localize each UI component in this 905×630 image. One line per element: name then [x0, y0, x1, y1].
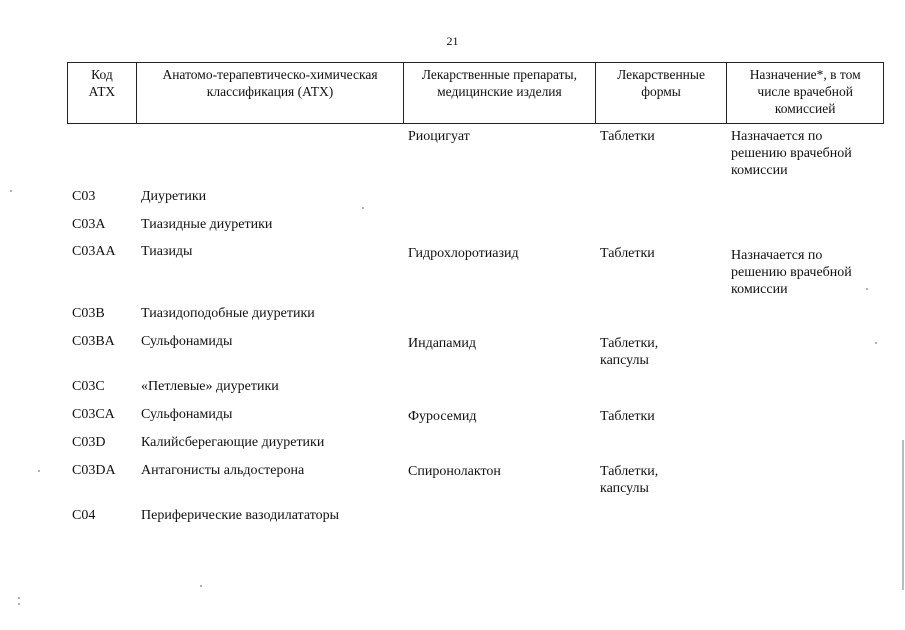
header-drugs [404, 63, 596, 123]
atc-name: Калийсберегающие диуретики [141, 435, 325, 450]
atc-name: Тиазидные диуретики [141, 217, 273, 232]
table-header [67, 62, 884, 124]
scan-edge-line [902, 440, 904, 590]
dosage-form-line: капсулы [600, 481, 649, 496]
purpose-note [731, 128, 852, 179]
scan-speck [18, 597, 20, 599]
scan-speck [18, 603, 20, 605]
purpose-note-line: решению врачебной [731, 146, 852, 161]
scan-speck [362, 207, 364, 209]
atc-name: Тиазидоподобные диуретики [141, 306, 315, 321]
purpose-note-line: Назначается по [731, 129, 823, 144]
dosage-form-line: Таблетки [600, 129, 655, 144]
header-forms-line: формы [641, 84, 681, 99]
header-purpose [727, 63, 883, 123]
atc-name: Сульфонамиды [141, 334, 233, 349]
header-code-line: АТХ [88, 84, 116, 99]
header-purpose-line: комиссией [774, 101, 836, 116]
scan-speck [875, 342, 877, 344]
dosage-form-line: капсулы [600, 353, 649, 368]
drug-name: Индапамид [408, 336, 476, 351]
atc-code: C04 [72, 508, 96, 523]
header-classification [137, 63, 404, 123]
atc-code: C03B [72, 306, 105, 321]
header-purpose-line: Назначение*, в том [749, 67, 861, 82]
atc-name: Периферические вазодилататоры [141, 508, 340, 523]
dosage-form [600, 128, 655, 145]
atc-name: Тиазиды [141, 244, 193, 259]
purpose-note-line: Назначается по [731, 248, 823, 263]
atc-code: C03DA [72, 463, 116, 478]
scan-speck [200, 585, 202, 587]
header-code-line: Код [91, 67, 113, 82]
atc-code: C03BA [72, 334, 115, 349]
atc-name: «Петлевые» диуретики [141, 379, 279, 394]
atc-code: C03AA [72, 244, 116, 259]
dosage-form [600, 463, 658, 497]
scan-speck [866, 288, 868, 290]
atc-code: C03 [72, 189, 96, 204]
atc-code: C03CA [72, 407, 115, 422]
dosage-form [600, 335, 658, 369]
header-purpose-line: числе врачебной [757, 84, 853, 99]
drug-name: Гидрохлоротиазид [408, 246, 519, 261]
dosage-form-line: Таблетки [600, 409, 655, 424]
header-classification-line: Анатомо-терапевтическо-химическая [162, 67, 378, 82]
drug-name: Риоцигуат [408, 129, 470, 144]
atc-code: C03D [72, 435, 106, 450]
scan-speck [10, 190, 12, 192]
scan-speck [38, 470, 40, 472]
header-forms-line: Лекарственные [617, 67, 705, 82]
atc-code: C03A [72, 217, 106, 232]
purpose-note-line: комиссии [731, 163, 788, 178]
atc-name: Антагонисты альдостерона [141, 463, 305, 478]
dosage-form-line: Таблетки [600, 246, 655, 261]
dosage-form [600, 245, 655, 262]
atc-name: Диуретики [141, 189, 207, 204]
header-drugs-line: медицинские изделия [437, 84, 562, 99]
drug-name: Спиронолактон [408, 464, 501, 479]
purpose-note-line: решению врачебной [731, 265, 852, 280]
atc-name: Сульфонамиды [141, 407, 233, 422]
header-classification-line: классификация (АТХ) [206, 84, 334, 99]
purpose-note-line: комиссии [731, 282, 788, 297]
header-forms [596, 63, 728, 123]
page-number: 21 [446, 34, 459, 48]
dosage-form [600, 408, 655, 425]
drug-name: Фуросемид [408, 409, 477, 424]
header-code [68, 63, 137, 123]
dosage-form-line: Таблетки, [600, 336, 659, 351]
header-drugs-line: Лекарственные препараты, [421, 67, 577, 82]
purpose-note [731, 247, 852, 298]
atc-code: C03C [72, 379, 105, 394]
dosage-form-line: Таблетки, [600, 464, 659, 479]
